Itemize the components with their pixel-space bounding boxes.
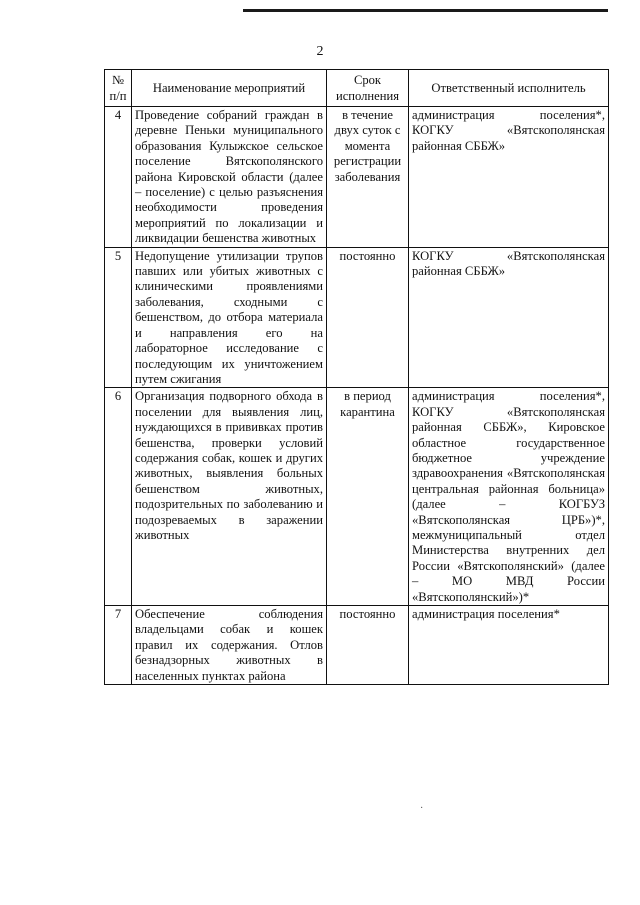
table-header-row <box>105 70 609 107</box>
row-name: Организация подворного обхода в поселении для выявления лиц, нуждающихся в прививках против бешенства, проверки условий содержания собак, кошек и других животных, выявления больных бешенством животных, подозрительных по заболеванию и подозреваемых в заражении животных <box>132 388 327 606</box>
row-num: 6 <box>105 388 132 606</box>
row-responsible: администрация поселения*, КОГКУ «Вятскополянская районная СББЖ» <box>409 107 609 248</box>
header-num: № п/п <box>105 70 132 107</box>
header-deadline: Срок исполнения <box>327 70 409 107</box>
row-num: 4 <box>105 107 132 248</box>
header-name: Наименование мероприятий <box>132 70 327 107</box>
row-deadline: в течение двух суток с момента регистрации заболевания <box>327 107 409 248</box>
row-name: Проведение собраний граждан в деревне Пеньки муниципального образования Кулыжское сельское поселение Вятскополянского района Кировской области (далее – поселение) с целью разъяснения необходимости проведения мероприятий по локализации и ликвидации бешенства животных <box>132 107 327 248</box>
row-num: 7 <box>105 606 132 685</box>
row-responsible: администрация поселения* <box>409 606 609 685</box>
table-row <box>105 606 609 685</box>
page-number: 2 <box>316 44 324 59</box>
row-responsible: администрация поселения*, КОГКУ «Вятскополянская районная СББЖ», Кировское областное государственное бюджетное учреждение здравоохранения «Вятскополянская центральная районная больница» (далее – КОГБУЗ «Вятскополянская ЦРБ»)*, межмуниципальный отдел Министерства внутренних дел России «Вятскополянский» (далее – МО МВД России «Вятскополянский»)* <box>409 388 609 606</box>
table-row <box>105 388 609 606</box>
row-num: 5 <box>105 247 132 388</box>
top-rule <box>243 9 608 12</box>
row-deadline: постоянно <box>327 247 409 388</box>
row-responsible: КОГКУ «Вятскополянская районная СББЖ» <box>409 247 609 388</box>
row-name: Обеспечение соблюдения владельцами собак и кошек правил их содержания. Отлов безнадзорных животных в населенных пунктах района <box>132 606 327 685</box>
table-row <box>105 107 609 248</box>
row-name: Недопущение утилизации трупов павших или убитых животных с клиническими проявлениями заболевания, сходными с бешенством, до отбора материала и направления его на лабораторное исследование с последующим их уничтожением путем сжигания <box>132 247 327 388</box>
row-deadline: постоянно <box>327 606 409 685</box>
header-responsible: Ответственный исполнитель <box>409 70 609 107</box>
row-deadline: в период карантина <box>327 388 409 606</box>
scan-speck: · <box>420 803 424 814</box>
measures-table <box>104 69 609 685</box>
table-row <box>105 247 609 388</box>
